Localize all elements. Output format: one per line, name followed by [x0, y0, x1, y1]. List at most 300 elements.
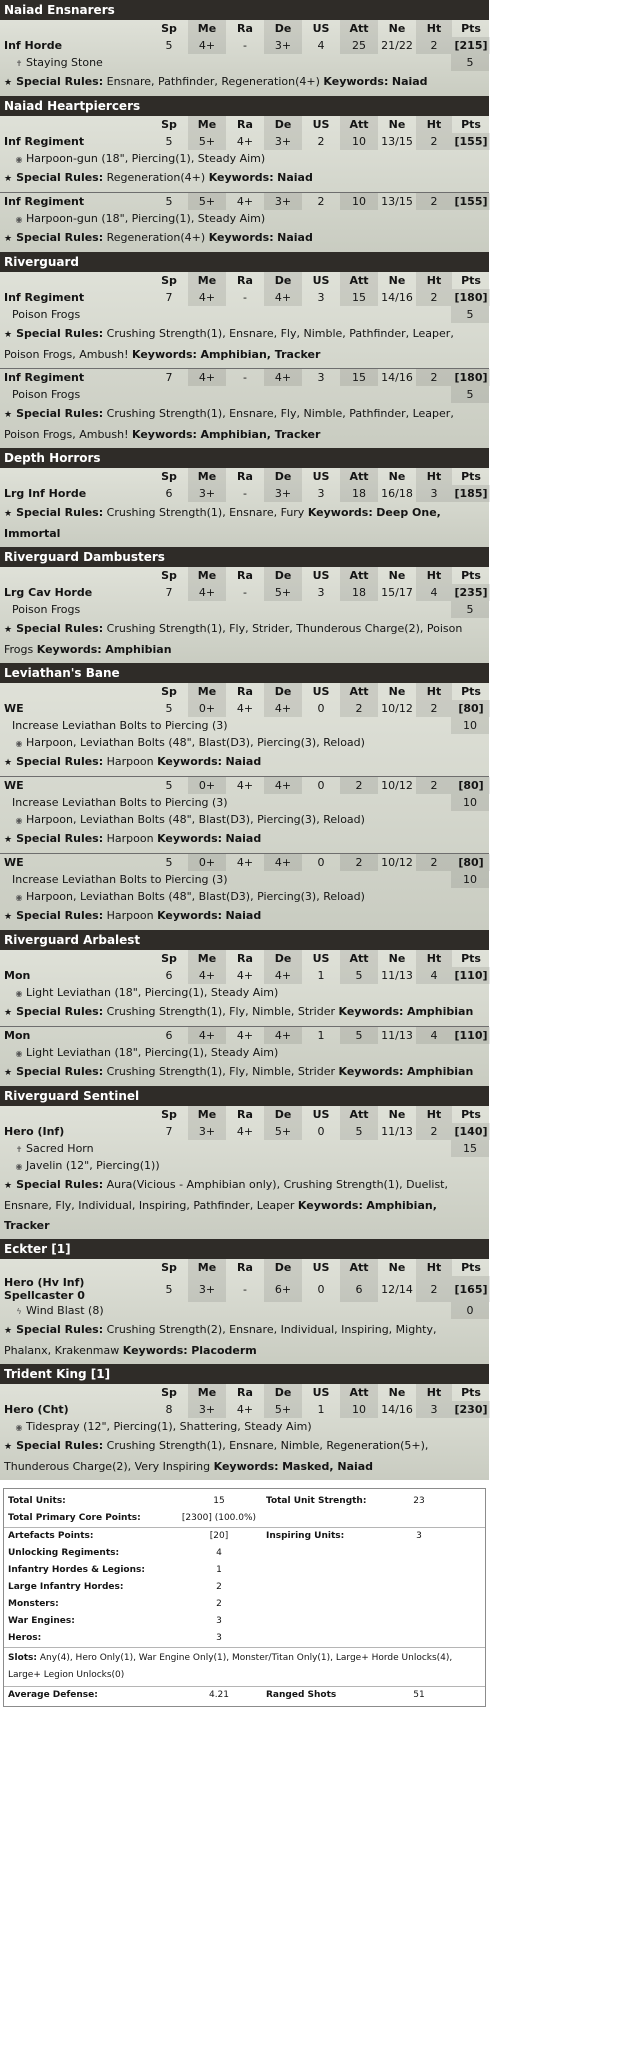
unit-entry [0, 272, 489, 369]
keywords-text: Naiad [277, 231, 313, 244]
stat-header: Ne [388, 274, 406, 287]
unit-type: Inf Regiment [4, 371, 85, 384]
stat-value: 3 [317, 487, 325, 500]
ranged-value: 51 [413, 1690, 425, 1700]
stat-header: Ne [388, 1386, 406, 1399]
stat-row [0, 133, 490, 150]
hordes-legions-label: Infantry Hordes & Legions: [8, 1565, 145, 1575]
stat-value: 5 [165, 779, 173, 792]
option-text: Light Leviathan (18", Piercing(1), Steady Aim) [26, 1046, 279, 1059]
stat-table [0, 1384, 490, 1418]
war-engines-label: War Engines: [8, 1616, 75, 1626]
stat-value: 4+ [264, 289, 302, 306]
unit-type: Inf Horde [4, 39, 63, 52]
special-rules-label: Special Rules: [16, 75, 104, 88]
stat-header: US [312, 22, 330, 35]
stat-header: Pts [461, 569, 481, 582]
stat-value: 0+ [188, 854, 226, 871]
stat-value: 4+ [264, 369, 302, 386]
keywords-label: Keywords: [208, 231, 274, 244]
unit-entry [0, 369, 489, 448]
special-rules [0, 403, 489, 448]
unit-block [0, 1384, 489, 1480]
special-rules-label: Special Rules: [16, 1323, 104, 1336]
stat-value: 10/12 [381, 779, 413, 792]
stat-header-row [0, 1259, 490, 1276]
stat-value: 18 [340, 584, 378, 601]
stat-header: Pts [461, 1261, 481, 1274]
stat-value: 4+ [236, 1403, 254, 1416]
stat-value: - [243, 1282, 247, 1296]
stat-header-row [0, 116, 490, 133]
stat-header: Ra [237, 685, 253, 698]
stat-header: Me [188, 116, 226, 133]
star-icon: ★ [4, 835, 13, 845]
stat-value: 5 [165, 195, 173, 208]
keywords-text: Amphibian, Tracker [200, 348, 321, 361]
stat-value: 12/14 [381, 1282, 413, 1296]
stat-value: 1 [317, 1029, 325, 1042]
keywords-label: Keywords: [132, 348, 197, 361]
ranged-weapon-icon: ◉ [15, 989, 23, 998]
stat-value: 0 [317, 1125, 325, 1138]
stat-header: Att [340, 950, 378, 967]
keywords-text: Placoderm [191, 1344, 257, 1357]
stat-value: 5 [165, 135, 173, 148]
special-rules-label: Special Rules: [16, 909, 104, 922]
stat-value: 5 [165, 1282, 173, 1296]
stat-value: 3 [317, 371, 325, 384]
stat-header: Ra [237, 470, 253, 483]
stat-header: Sp [161, 569, 177, 582]
special-rules-text: Crushing Strength(1), Ensnare, Fury [106, 506, 305, 519]
stat-value: 1 [317, 1403, 325, 1416]
stat-header: Ht [416, 1106, 452, 1123]
stat-header-blank [0, 567, 150, 584]
option-row [0, 1044, 489, 1061]
stat-value: - [243, 371, 247, 384]
stat-table [0, 1027, 490, 1044]
unit-block [0, 1259, 489, 1364]
stat-header: Me [188, 20, 226, 37]
star-icon: ★ [4, 330, 13, 340]
special-rules [0, 323, 489, 368]
special-rules-text: Aura(Vicious - Amphibian only), Crushing Strength(1), Duelist, Ensnare, Fly, Individual, Inspiring, Pathfinder, Leaper [4, 1178, 448, 1212]
unit-block [0, 683, 489, 930]
stat-value: [180] [452, 289, 490, 306]
unit-header: Riverguard Arbalest [0, 930, 489, 950]
stat-value: 14/16 [381, 1403, 413, 1416]
artefacts-label: Artefacts Points: [8, 1531, 94, 1541]
stat-row [0, 1027, 490, 1044]
stat-row [0, 289, 490, 306]
stat-table [0, 854, 490, 871]
stat-value: 4+ [236, 195, 254, 208]
special-rules [0, 1174, 489, 1239]
stat-header: Att [340, 1384, 378, 1401]
unit-block [0, 116, 489, 252]
ranged-weapon-icon: ◉ [15, 155, 23, 164]
unit-type: Inf Regiment [4, 291, 85, 304]
special-rules-text: Harpoon [106, 755, 154, 768]
special-rules-text: Crushing Strength(1), Ensnare, Fly, Nimble, Pathfinder, Leaper, Poison Frogs, Ambush! [4, 327, 454, 361]
unit-header: Riverguard Sentinel [0, 1086, 489, 1106]
star-icon: ★ [4, 912, 13, 922]
stat-header: Att [340, 683, 378, 700]
stat-value: [215] [452, 37, 490, 54]
unit-entry [0, 777, 489, 854]
stat-header: Att [340, 1106, 378, 1123]
stat-value: 0+ [188, 700, 226, 717]
large-inf-label: Large Infantry Hordes: [8, 1582, 124, 1592]
heros-label: Heros: [8, 1633, 42, 1643]
option-row [0, 1302, 489, 1319]
stat-header: Ra [237, 1108, 253, 1121]
option-text: Tidespray (12", Piercing(1), Shattering, Steady Aim) [26, 1420, 312, 1433]
stat-value: 10/12 [381, 702, 413, 715]
stat-value: 3+ [264, 133, 302, 150]
unit-type: Inf Regiment [4, 195, 85, 208]
stat-value: 2 [416, 193, 452, 210]
stat-value: 2 [416, 1123, 452, 1140]
unit-entry [0, 1106, 489, 1239]
unit-type: Mon [4, 969, 31, 982]
keywords-text: Naiad [277, 171, 313, 184]
keywords-text: Amphibian, Tracker [200, 428, 321, 441]
stat-header: Me [188, 567, 226, 584]
stat-header: Ht [416, 950, 452, 967]
stat-table [0, 272, 490, 306]
stat-header: US [312, 470, 330, 483]
special-rules-label: Special Rules: [16, 407, 104, 420]
stat-value: 2 [416, 289, 452, 306]
unit-entry [0, 468, 489, 547]
stat-header: De [264, 272, 302, 289]
slots-text [4, 1648, 485, 1687]
stat-row [0, 967, 490, 984]
star-icon: ★ [4, 1181, 13, 1191]
stat-value: 3+ [188, 1401, 226, 1418]
special-rules-label: Special Rules: [16, 832, 104, 845]
monsters-value: 2 [216, 1599, 222, 1609]
stat-value: 4 [416, 584, 452, 601]
stat-header: Sp [161, 1386, 177, 1399]
stat-value: 4+ [236, 856, 254, 869]
stat-value: 4+ [264, 777, 302, 794]
stat-header-blank [0, 20, 150, 37]
option-text: Harpoon, Leviathan Bolts (48", Blast(D3), Piercing(3), Reload) [26, 890, 365, 903]
option-row [0, 794, 489, 811]
stat-header: Ht [416, 20, 452, 37]
special-rules-label: Special Rules: [16, 755, 104, 768]
stat-header-row [0, 683, 490, 700]
unit-entry [0, 567, 489, 663]
stat-value: 5 [340, 1027, 378, 1044]
stat-value: 0 [317, 702, 325, 715]
keywords-text: Deep One, Immortal [4, 506, 441, 540]
ranged-weapon-icon: ◉ [15, 1162, 23, 1171]
unit-type: Hero (Hv Inf) Spellcaster 0 [4, 1276, 85, 1302]
star-icon: ★ [4, 509, 13, 519]
unit-entry [0, 116, 489, 193]
stat-value: [180] [452, 369, 490, 386]
stat-header: Ra [237, 1386, 253, 1399]
option-row [0, 150, 489, 167]
special-rules-label: Special Rules: [16, 171, 104, 184]
option-row [0, 888, 489, 905]
option-text: Wind Blast (8) [26, 1304, 104, 1317]
stat-value: 5 [340, 967, 378, 984]
stat-header-blank [0, 116, 150, 133]
stat-table [0, 950, 490, 984]
stat-header: De [264, 1106, 302, 1123]
stat-header: Ra [237, 22, 253, 35]
keywords-text: Naiad [391, 75, 428, 88]
stat-header: Me [188, 950, 226, 967]
star-icon: ★ [4, 174, 13, 184]
stat-value: 10 [340, 1401, 378, 1418]
special-rules [0, 227, 489, 252]
stat-header: Sp [161, 274, 177, 287]
stat-value: 6 [165, 969, 173, 982]
stat-value: 13/15 [381, 135, 413, 148]
special-rules [0, 1001, 489, 1026]
stat-row [0, 369, 490, 386]
stat-header: Att [340, 20, 378, 37]
stat-value: 0 [317, 1282, 325, 1296]
keywords-label: Keywords: [122, 1344, 188, 1357]
stat-value: 15/17 [381, 586, 413, 599]
unit-block [0, 567, 489, 663]
option-text: Poison Frogs [12, 388, 81, 401]
stat-header: Pts [461, 22, 481, 35]
ranged-weapon-icon: ◉ [15, 816, 23, 825]
stat-header: Sp [161, 118, 177, 131]
stat-header: Sp [161, 1261, 177, 1274]
unit-type: Mon [4, 1029, 31, 1042]
stat-value: 0 [317, 779, 325, 792]
stat-row [0, 37, 490, 54]
unlocking-value: 4 [216, 1548, 222, 1558]
ranged-weapon-icon: ◉ [15, 893, 23, 902]
stat-value: 4+ [264, 854, 302, 871]
stat-header: Ne [388, 470, 406, 483]
keywords-label: Keywords: [323, 75, 389, 88]
unit-entry [0, 20, 489, 96]
total-strength-label: Total Unit Strength: [266, 1496, 367, 1506]
unlocking-label: Unlocking Regiments: [8, 1548, 120, 1558]
keywords-text: Masked, Naiad [282, 1460, 374, 1473]
stat-value: 5+ [188, 133, 226, 150]
stat-value: 3+ [188, 485, 226, 502]
star-icon: ★ [4, 1068, 13, 1078]
keywords-text: Amphibian [406, 1065, 474, 1078]
stat-value: 25 [340, 37, 378, 54]
stat-row [0, 1276, 490, 1302]
stat-header-blank [0, 1106, 150, 1123]
ranged-weapon-icon: ◉ [15, 1049, 23, 1058]
special-rules-label: Special Rules: [16, 1065, 104, 1078]
option-text: Increase Leviathan Bolts to Piercing (3) [12, 796, 228, 809]
keywords-text: Amphibian, Tracker [4, 1199, 437, 1232]
stat-value: - [243, 586, 247, 599]
stat-table [0, 1259, 490, 1302]
stat-value: 14/16 [381, 371, 413, 384]
stat-header: Ne [388, 118, 406, 131]
keywords-label: Keywords: [157, 755, 223, 768]
stat-value: 8 [165, 1403, 173, 1416]
option-row [0, 1140, 489, 1157]
large-inf-value: 2 [216, 1582, 222, 1592]
star-icon: ★ [4, 758, 13, 768]
stat-value: 5 [165, 39, 173, 52]
stat-value: 4+ [236, 702, 254, 715]
special-rules-text: Crushing Strength(1), Fly, Strider, Thunderous Charge(2), Poison Frogs [4, 622, 463, 656]
unit-entry [0, 1259, 489, 1364]
unit-type: Lrg Cav Horde [4, 586, 93, 599]
stat-value: 13/15 [381, 195, 413, 208]
special-rules-text: Regeneration(4+) [106, 231, 206, 244]
stat-value: 4+ [188, 584, 226, 601]
stat-header: US [312, 569, 330, 582]
stat-value: 6 [340, 1276, 378, 1302]
stat-value: - [243, 487, 247, 500]
stat-header-blank [0, 950, 150, 967]
stat-value: 4+ [236, 779, 254, 792]
option-text: Poison Frogs [12, 308, 81, 321]
stat-header-blank [0, 1259, 150, 1276]
special-rules [0, 1061, 489, 1086]
special-rules-text: Crushing Strength(1), Ensnare, Nimble, Regeneration(5+), Thunderous Charge(2), Very Inspiring [4, 1439, 429, 1473]
unit-type: Lrg Inf Horde [4, 487, 87, 500]
stat-row [0, 777, 490, 794]
option-text: Harpoon-gun (18", Piercing(1), Steady Aim) [26, 152, 266, 165]
unit-entry [0, 854, 489, 930]
unit-header: Riverguard Dambusters [0, 547, 489, 567]
horn-icon: ✝ [15, 59, 23, 68]
stat-header-row [0, 1384, 490, 1401]
star-icon: ★ [4, 1442, 13, 1452]
keywords-label: Keywords: [213, 1460, 279, 1473]
unit-entry [0, 683, 489, 777]
stat-header: Ne [388, 685, 406, 698]
stat-value: 2 [416, 369, 452, 386]
slots-label: Slots: [8, 1653, 38, 1663]
stat-value: [155] [452, 193, 490, 210]
stat-value: 11/13 [381, 1125, 413, 1138]
stat-header-blank [0, 272, 150, 289]
unit-header: Riverguard [0, 252, 489, 272]
stat-header: Pts [461, 470, 481, 483]
stat-value: 4+ [236, 969, 254, 982]
stat-header: Me [188, 272, 226, 289]
stat-header: US [312, 118, 330, 131]
stat-value: 4+ [236, 135, 254, 148]
stat-value: 4+ [264, 967, 302, 984]
primary-core-value: [2300] (100.0%) [181, 1513, 257, 1523]
special-rules-text: Regeneration(4+) [106, 171, 206, 184]
star-icon: ★ [4, 625, 13, 635]
option-points: 0 [451, 1302, 489, 1319]
special-rules-label: Special Rules: [16, 1005, 104, 1018]
stat-header: Pts [461, 685, 481, 698]
stat-value: 11/13 [381, 1029, 413, 1042]
stat-value: 2 [416, 1276, 452, 1302]
stat-table [0, 468, 490, 502]
unit-type: WE [4, 779, 24, 792]
stat-table [0, 193, 490, 210]
stat-header: De [264, 468, 302, 485]
stat-header: Att [340, 1259, 378, 1276]
option-text: Javelin (12", Piercing(1)) [26, 1159, 160, 1172]
option-text: Poison Frogs [12, 603, 81, 616]
option-row [0, 734, 489, 751]
stat-header: Ht [416, 116, 452, 133]
stat-value: 5+ [264, 1401, 302, 1418]
stat-row [0, 584, 490, 601]
unit-header: Naiad Ensnarers [0, 0, 489, 20]
stat-header: US [312, 274, 330, 287]
star-icon: ★ [4, 1008, 13, 1018]
stat-header-row [0, 20, 490, 37]
stat-value: 7 [165, 291, 173, 304]
stat-value: 2 [416, 700, 452, 717]
army-summary [3, 1488, 486, 1707]
stat-value: [155] [452, 133, 490, 150]
inspiring-label: Inspiring Units: [266, 1531, 345, 1541]
stat-value: [165] [452, 1276, 490, 1302]
stat-header: Att [340, 468, 378, 485]
option-text: Harpoon, Leviathan Bolts (48", Blast(D3), Piercing(3), Reload) [26, 813, 365, 826]
stat-header-row [0, 272, 490, 289]
stat-value: [230] [452, 1401, 490, 1418]
stat-value: 5+ [188, 193, 226, 210]
stat-header: Ne [388, 22, 406, 35]
stat-value: 3+ [188, 1276, 226, 1302]
stat-value: 4+ [188, 967, 226, 984]
stat-table [0, 683, 490, 717]
stat-value: 3 [317, 586, 325, 599]
stat-header: De [264, 116, 302, 133]
heros-value: 3 [216, 1633, 222, 1643]
option-text: Harpoon-gun (18", Piercing(1), Steady Aim) [26, 212, 266, 225]
stat-header: Sp [161, 685, 177, 698]
stat-value: 4 [416, 967, 452, 984]
stat-value: 2 [416, 133, 452, 150]
unit-entry [0, 193, 489, 252]
special-rules [0, 71, 489, 96]
keywords-text: Naiad [225, 755, 262, 768]
stat-table [0, 116, 490, 150]
monsters-label: Monsters: [8, 1599, 59, 1609]
stat-value: 21/22 [381, 39, 413, 52]
stat-value: 2 [416, 777, 452, 794]
special-rules-text: Harpoon [106, 909, 154, 922]
artefacts-value: [20] [209, 1531, 229, 1541]
war-engines-value: 3 [216, 1616, 222, 1626]
unit-header: Naiad Heartpiercers [0, 96, 489, 116]
stat-header-row [0, 950, 490, 967]
stat-value: 4 [416, 1027, 452, 1044]
stat-header: US [312, 1261, 330, 1274]
keywords-label: Keywords: [338, 1065, 404, 1078]
option-row [0, 210, 489, 227]
keywords-label: Keywords: [132, 428, 197, 441]
stat-header: Ne [388, 1108, 406, 1121]
unit-type: Inf Regiment [4, 135, 85, 148]
stat-header: De [264, 1259, 302, 1276]
stat-value: 4+ [264, 1027, 302, 1044]
